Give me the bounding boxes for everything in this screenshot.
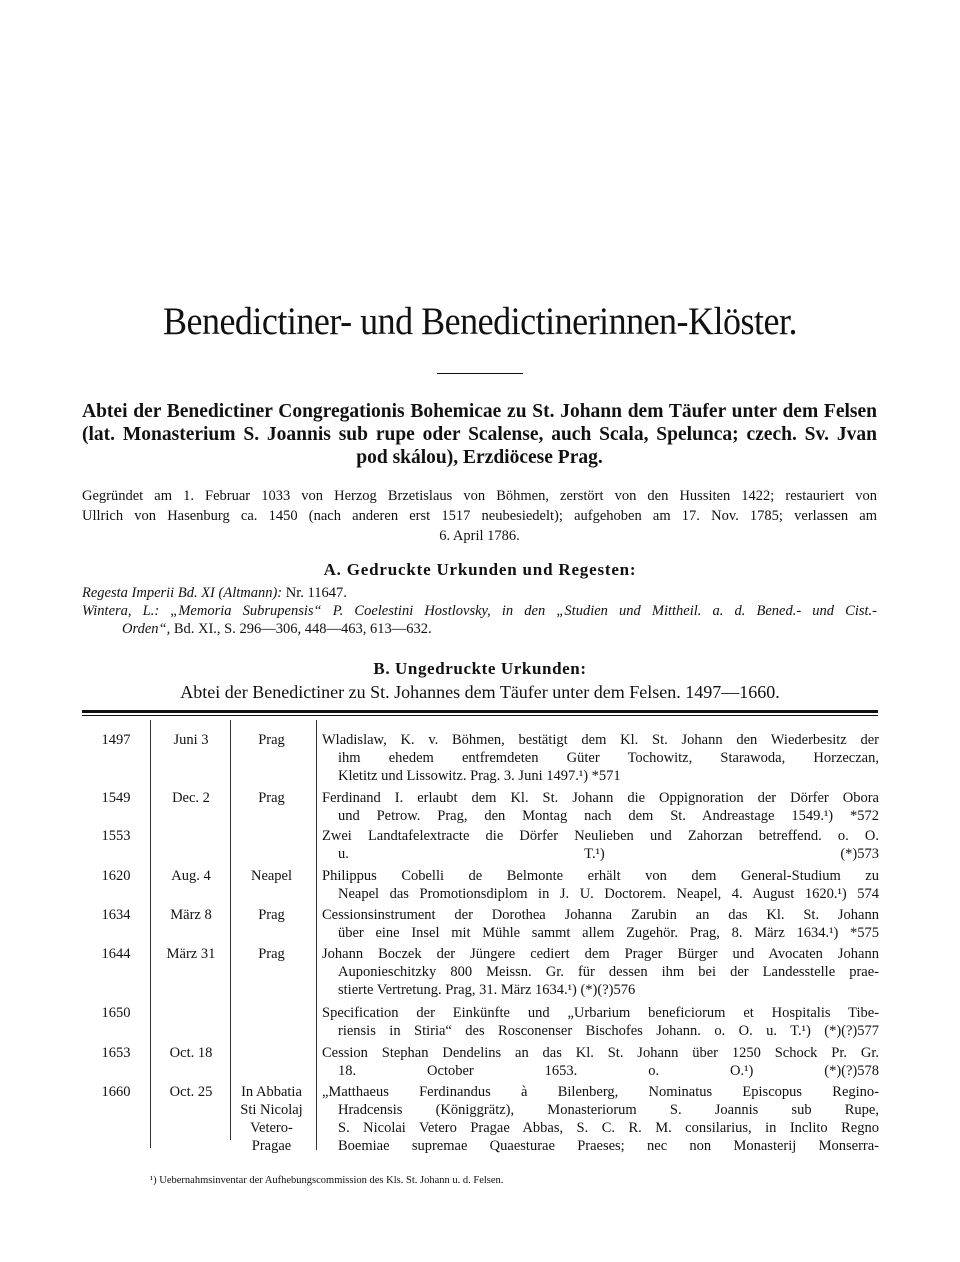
reference-wintera-line-2 — [82, 620, 877, 638]
column-divider-year — [150, 720, 151, 1148]
entry-place: Prag — [258, 907, 285, 923]
entry-place: Neapel — [250, 868, 293, 884]
entry-place: Prag — [258, 946, 285, 962]
entry-text-line: Neapel das Promotionsdiplom in J. U. Doctorem. Neapel, 4. August 1620.¹) 574 — [338, 886, 879, 902]
entry-text-line: Ferdinand I. erlaubt dem Kl. St. Johann die Oppignoration der Dörfer Obora — [322, 790, 879, 806]
entry-text-line: ihm ehedem entfremdeten Güter Tochowitz, Starawoda, Horzeczan, — [338, 750, 879, 766]
reference-regesta — [82, 584, 877, 602]
title-divider — [437, 373, 523, 374]
table-top-rule — [82, 710, 878, 713]
entry-text-line: u. T.¹) (*)573 — [338, 846, 879, 862]
entry-text-line: stierte Vertretung. Prag, 31. März 1634.¹) (*)(?)576 — [338, 982, 636, 998]
entry-place — [234, 1083, 309, 1155]
founding-line-2: Ullrich von Hasenburg ca. 1450 (nach anderen erst 1517 neubesiedelt); aufgehoben am 17. Nov. 1785; verlassen am — [82, 508, 877, 524]
entry-text-line: Hradcensis (Königgrätz), Monasteriorum S. Joannis sub Rupe, — [338, 1102, 879, 1118]
printed-references — [82, 584, 877, 638]
entry-text-line: über eine Insel mit Mühle sammt allem Zugehör. Prag, 8. März 1634.¹) *575 — [338, 925, 879, 941]
entry-place-line: Vetero- — [250, 1120, 293, 1136]
entry-text-line: Cession Stephan Dendelins an das Kl. St. Johann über 1250 Schock Pr. Gr. — [322, 1045, 879, 1061]
entry-place-line: In Abbatia — [241, 1084, 302, 1100]
section-b-subheading: Abtei der Benedictiner zu St. Johannes dem Täufer unter dem Felsen. 1497—1660. — [180, 682, 780, 702]
entry-text-line: Philippus Cobelli de Belmonte erhält von dem General-Studium zu — [322, 868, 879, 884]
entry-year: 1634 — [101, 907, 131, 923]
reference-wintera-pages: Bd. XI., S. 296—306, 448—463, 613—632. — [170, 621, 432, 637]
founding-line-3: 6. April 1786. — [439, 528, 520, 544]
entry-date: März 8 — [170, 907, 212, 923]
entry-year: 1653 — [101, 1045, 131, 1061]
entry-year: 1497 — [101, 732, 131, 748]
section-b-heading: B. Ungedruckte Urkunden: — [373, 659, 587, 678]
entry-place-line: Pragae — [251, 1138, 292, 1154]
entry-date: Juni 3 — [173, 732, 209, 748]
entry-text-line: und Petrow. Prag, den Montag nach dem St. Andreastage 1549.¹) *572 — [338, 808, 879, 824]
entry-date: Dec. 2 — [172, 790, 210, 806]
founding-paragraph — [82, 486, 877, 546]
entry-year: 1620 — [101, 868, 131, 884]
footnote: ¹) Uebernahmsinventar der Aufhebungscommission des Kls. St. Johann u. d. Felsen. — [150, 1175, 504, 1186]
entry-year: 1644 — [101, 946, 131, 962]
entry-text — [322, 731, 879, 785]
entry-text-line: 18. October 1653. o. O.¹) (*)(?)578 — [338, 1063, 879, 1079]
entry-place: Prag — [258, 790, 285, 806]
entry-text-line: Specification der Einkünfte und „Urbarium beneficiorum et Hospitalis Tibe- — [322, 1005, 879, 1021]
entry-text-line: Kletitz und Lissowitz. Prag. 3. Juni 1497.¹) *571 — [338, 768, 621, 784]
entry-text-line: Auponieschitzky 800 Meissn. Gr. für dessen ihm bei der Landesstelle prae- — [338, 964, 879, 980]
abbey-heading — [82, 400, 877, 469]
entry-text-line: Cessionsinstrument der Dorothea Johanna Zarubin an das Kl. St. Johann — [322, 907, 879, 923]
entry-text — [322, 1004, 879, 1040]
page-title: Benedictiner- und Benedictinerinnen-Klöster. — [162, 299, 798, 343]
entry-date: März 31 — [166, 946, 216, 962]
entry-text — [322, 867, 879, 903]
entry-place: Prag — [258, 732, 285, 748]
reference-wintera-line-1 — [82, 602, 877, 620]
entry-text — [322, 1044, 879, 1080]
entry-date: Oct. 25 — [169, 1084, 213, 1100]
section-a-heading: A. Gedruckte Urkunden und Regesten: — [323, 560, 637, 579]
entry-year: 1660 — [101, 1084, 131, 1100]
entry-text — [322, 1083, 879, 1155]
table-top-rule-thin — [82, 715, 878, 716]
entry-date: Oct. 18 — [169, 1045, 213, 1061]
entry-place-line: Sti Nicolaj — [240, 1102, 303, 1118]
entry-date: Aug. 4 — [171, 868, 211, 884]
entry-text-line: Johann Boczek der Jüngere cediert dem Prager Bürger und Avocaten Johann — [322, 946, 879, 962]
entry-text — [322, 945, 879, 999]
founding-line-1: Gegründet am 1. Februar 1033 von Herzog Brzetislaus von Böhmen, zerstört von den Hussiten 1422; restauriert von — [82, 488, 877, 504]
abbey-heading-line-1: Abtei der Benedictiner Congregationis Bohemicae zu St. Johann dem Täufer unter dem Felsen — [82, 401, 877, 422]
entry-text-line: „Matthaeus Ferdinandus à Bilenberg, Nominatus Episcopus Regino- — [322, 1084, 879, 1100]
abbey-heading-line-3: pod skálou), Erzdiöcese Prag. — [356, 447, 603, 468]
entry-text-line: Boemiae supremae Quaesturae Praeses; nec non Monasterij Monserra- — [338, 1138, 879, 1154]
entry-year: 1553 — [101, 828, 131, 844]
entry-text-line: riensis in Stiria“ des Rosconenser Bischofes Johann. o. O. u. T.¹) (*)(?)577 — [338, 1023, 879, 1039]
entry-year: 1549 — [101, 790, 131, 806]
entry-text — [322, 827, 879, 863]
abbey-heading-line-2: (lat. Monasterium S. Joannis sub rupe oder Scalense, auch Scala, Spelunca; czech. Sv. Jvan — [82, 424, 877, 445]
reference-wintera-series: Orden“, — [122, 621, 171, 637]
entry-year: 1650 — [101, 1005, 131, 1021]
entry-text-line: S. Nicolai Vetero Pragae Abbas, S. C. R. M. consilarius, in Inclito Regno — [338, 1120, 879, 1136]
column-divider-place — [316, 720, 317, 1150]
entry-text-line: Zwei Landtafelextracte die Dörfer Neulieben und Zahorzan betreffend. o. O. — [322, 828, 879, 844]
entry-text — [322, 906, 879, 942]
reference-regesta-source: Regesta Imperii Bd. XI (Altmann): — [82, 585, 283, 601]
entry-text-line: Wladislaw, K. v. Böhmen, bestätigt dem Kl. St. Johann den Wiederbesitz der — [322, 732, 879, 748]
reference-wintera-source: Wintera, L.: „Memoria Subrupensis“ P. Coelestini Hostlovsky, in den „Studien und Mittheil. a. d. Bened.- und Cist.- — [82, 603, 877, 619]
column-divider-date — [230, 720, 231, 1140]
reference-regesta-number: Nr. 11647. — [282, 585, 347, 601]
entry-text — [322, 789, 879, 825]
